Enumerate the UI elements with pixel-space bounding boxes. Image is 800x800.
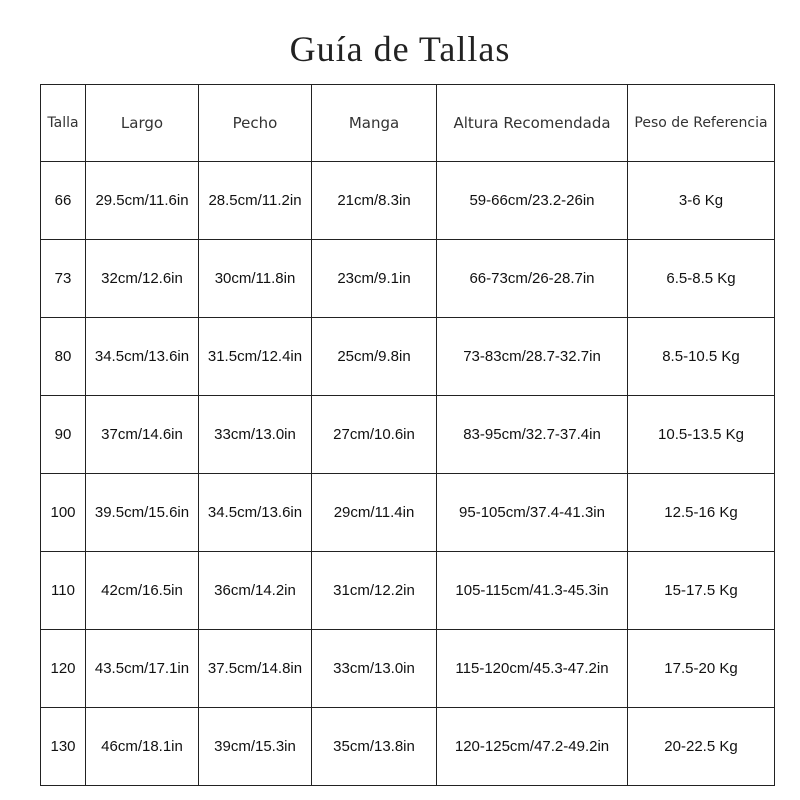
- cell-peso: 12.5-16 Kg: [628, 474, 775, 552]
- table-row: [41, 630, 775, 708]
- table-row: [41, 318, 775, 396]
- cell-largo: 37cm/14.6in: [86, 396, 199, 474]
- cell-peso: 3-6 Kg: [628, 162, 775, 240]
- cell-manga: 29cm/11.4in: [312, 474, 437, 552]
- cell-talla: 100: [41, 474, 86, 552]
- cell-peso: 8.5-10.5 Kg: [628, 318, 775, 396]
- cell-peso: 17.5-20 Kg: [628, 630, 775, 708]
- size-chart-table: [40, 84, 775, 786]
- cell-altura: 95-105cm/37.4-41.3in: [437, 474, 628, 552]
- cell-pecho: 34.5cm/13.6in: [199, 474, 312, 552]
- cell-manga: 25cm/9.8in: [312, 318, 437, 396]
- cell-manga: 35cm/13.8in: [312, 708, 437, 786]
- table-row: [41, 396, 775, 474]
- cell-peso: 10.5-13.5 Kg: [628, 396, 775, 474]
- header-talla: Talla: [41, 85, 86, 162]
- table-row: [41, 552, 775, 630]
- table-header-row: [41, 85, 775, 162]
- cell-altura: 59-66cm/23.2-26in: [437, 162, 628, 240]
- header-peso: Peso de Referencia: [628, 85, 775, 162]
- cell-peso: 20-22.5 Kg: [628, 708, 775, 786]
- cell-talla: 110: [41, 552, 86, 630]
- table-row: [41, 474, 775, 552]
- cell-peso: 6.5-8.5 Kg: [628, 240, 775, 318]
- cell-pecho: 39cm/15.3in: [199, 708, 312, 786]
- cell-altura: 120-125cm/47.2-49.2in: [437, 708, 628, 786]
- cell-manga: 21cm/8.3in: [312, 162, 437, 240]
- header-largo: Largo: [86, 85, 199, 162]
- cell-largo: 34.5cm/13.6in: [86, 318, 199, 396]
- cell-pecho: 28.5cm/11.2in: [199, 162, 312, 240]
- cell-largo: 32cm/12.6in: [86, 240, 199, 318]
- header-manga: Manga: [312, 85, 437, 162]
- cell-largo: 42cm/16.5in: [86, 552, 199, 630]
- cell-altura: 115-120cm/45.3-47.2in: [437, 630, 628, 708]
- header-pecho: Pecho: [199, 85, 312, 162]
- cell-altura: 66-73cm/26-28.7in: [437, 240, 628, 318]
- cell-pecho: 33cm/13.0in: [199, 396, 312, 474]
- table-row: [41, 240, 775, 318]
- cell-peso: 15-17.5 Kg: [628, 552, 775, 630]
- cell-manga: 27cm/10.6in: [312, 396, 437, 474]
- cell-pecho: 36cm/14.2in: [199, 552, 312, 630]
- cell-talla: 73: [41, 240, 86, 318]
- page-title: Guía de Tallas: [289, 29, 511, 69]
- cell-largo: 46cm/18.1in: [86, 708, 199, 786]
- cell-manga: 23cm/9.1in: [312, 240, 437, 318]
- cell-largo: 29.5cm/11.6in: [86, 162, 199, 240]
- cell-altura: 83-95cm/32.7-37.4in: [437, 396, 628, 474]
- cell-talla: 66: [41, 162, 86, 240]
- table-row: [41, 162, 775, 240]
- cell-manga: 31cm/12.2in: [312, 552, 437, 630]
- cell-largo: 43.5cm/17.1in: [86, 630, 199, 708]
- cell-pecho: 37.5cm/14.8in: [199, 630, 312, 708]
- cell-manga: 33cm/13.0in: [312, 630, 437, 708]
- cell-altura: 73-83cm/28.7-32.7in: [437, 318, 628, 396]
- cell-largo: 39.5cm/15.6in: [86, 474, 199, 552]
- cell-talla: 130: [41, 708, 86, 786]
- cell-talla: 80: [41, 318, 86, 396]
- table-row: [41, 708, 775, 786]
- cell-talla: 90: [41, 396, 86, 474]
- cell-pecho: 31.5cm/12.4in: [199, 318, 312, 396]
- cell-talla: 120: [41, 630, 86, 708]
- cell-altura: 105-115cm/41.3-45.3in: [437, 552, 628, 630]
- cell-pecho: 30cm/11.8in: [199, 240, 312, 318]
- header-altura: Altura Recomendada: [437, 85, 628, 162]
